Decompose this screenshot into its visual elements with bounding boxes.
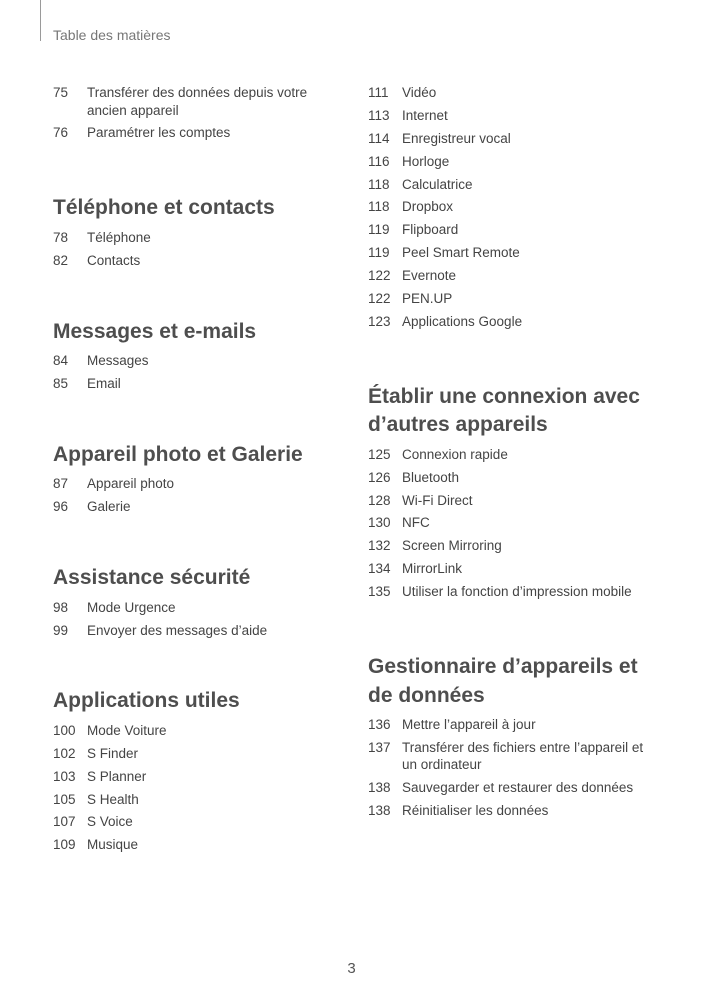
toc-entry[interactable]: 100 Mode Voiture	[53, 722, 167, 738]
toc-entry[interactable]: 98 Mode Urgence	[53, 599, 176, 615]
toc-entry[interactable]: 122 Evernote	[368, 268, 457, 284]
toc-entry[interactable]: 125 Connexion rapide	[368, 446, 508, 462]
toc-entry[interactable]: 138 Sauvegarder et restaurer des données	[368, 780, 634, 796]
section-title: Gestionnaire d’appareils et de données	[368, 655, 638, 707]
toc-entry[interactable]: 82 Contacts	[53, 252, 141, 268]
page-number: 3	[347, 960, 356, 977]
toc-entry[interactable]: 119 Flipboard	[368, 222, 459, 238]
toc-entry[interactable]: 75 Transférer des données depuis votre ancien appareil	[53, 85, 308, 118]
toc-entry[interactable]: 130 NFC	[368, 515, 430, 531]
section-title: Établir une connexion avec d’autres appareils	[368, 384, 640, 437]
toc-entry[interactable]: 119 Peel Smart Remote	[368, 245, 520, 261]
section-title: Assistance sécurité	[53, 566, 251, 590]
toc-entry[interactable]: 99 Envoyer des messages d’aide	[53, 622, 268, 638]
toc-entry[interactable]: 107 S Voice	[53, 814, 133, 830]
toc-left-column	[53, 84, 343, 859]
toc-right-column	[368, 84, 653, 825]
toc-entry[interactable]: 102 S Finder	[53, 745, 139, 761]
section-title: Appareil photo et Galerie	[53, 442, 303, 466]
toc-entry[interactable]: 111 Vidéo	[368, 85, 437, 100]
toc-entry[interactable]: 87 Appareil photo	[53, 476, 175, 492]
toc-entry[interactable]: 113 Internet	[368, 107, 448, 123]
toc-entry[interactable]: 103 S Planner	[53, 768, 147, 784]
toc-entry[interactable]: 128 Wi-Fi Direct	[368, 492, 473, 508]
toc-entry[interactable]: 116 Horloge	[368, 153, 450, 169]
toc-entry[interactable]: 109 Musique	[53, 837, 139, 853]
section-title: Messages et e-mails	[53, 319, 257, 343]
toc-entry[interactable]: 138 Réinitialiser les données	[368, 803, 549, 819]
header-divider	[40, 0, 41, 41]
toc-entry[interactable]: 122 PEN.UP	[368, 291, 453, 307]
toc-entry[interactable]: 84 Messages	[53, 353, 149, 369]
toc-entry[interactable]: 96 Galerie	[53, 499, 131, 515]
toc-entry[interactable]: 118 Dropbox	[368, 199, 454, 215]
section-title: Téléphone et contacts	[53, 196, 275, 220]
toc-entry[interactable]: 134 MirrorLink	[368, 561, 463, 577]
toc-entry[interactable]: 123 Applications Google	[368, 313, 523, 329]
page-header: Table des matières	[53, 27, 171, 43]
toc-entry[interactable]: 126 Bluetooth	[368, 469, 460, 485]
toc-entry[interactable]: 118 Calculatrice	[368, 176, 473, 192]
section-title: Applications utiles	[53, 689, 240, 713]
toc-entry[interactable]: 135 Utiliser la fonction d’impression mobile	[368, 584, 632, 600]
toc-entry[interactable]: 137 Transférer des fichiers entre l’appareil et un ordinateur	[368, 739, 644, 773]
toc-entry[interactable]: 136 Mettre l’appareil à jour	[368, 717, 536, 733]
toc-entry[interactable]: 105 S Health	[53, 791, 139, 807]
toc-entry[interactable]: 132 Screen Mirroring	[368, 538, 502, 554]
toc-entry[interactable]: 85 Email	[53, 375, 121, 391]
toc-entry[interactable]: 114 Enregistreur vocal	[368, 130, 511, 146]
toc-entry[interactable]: 78 Téléphone	[53, 229, 151, 245]
toc-entry[interactable]: 76 Paramétrer les comptes	[53, 125, 231, 141]
